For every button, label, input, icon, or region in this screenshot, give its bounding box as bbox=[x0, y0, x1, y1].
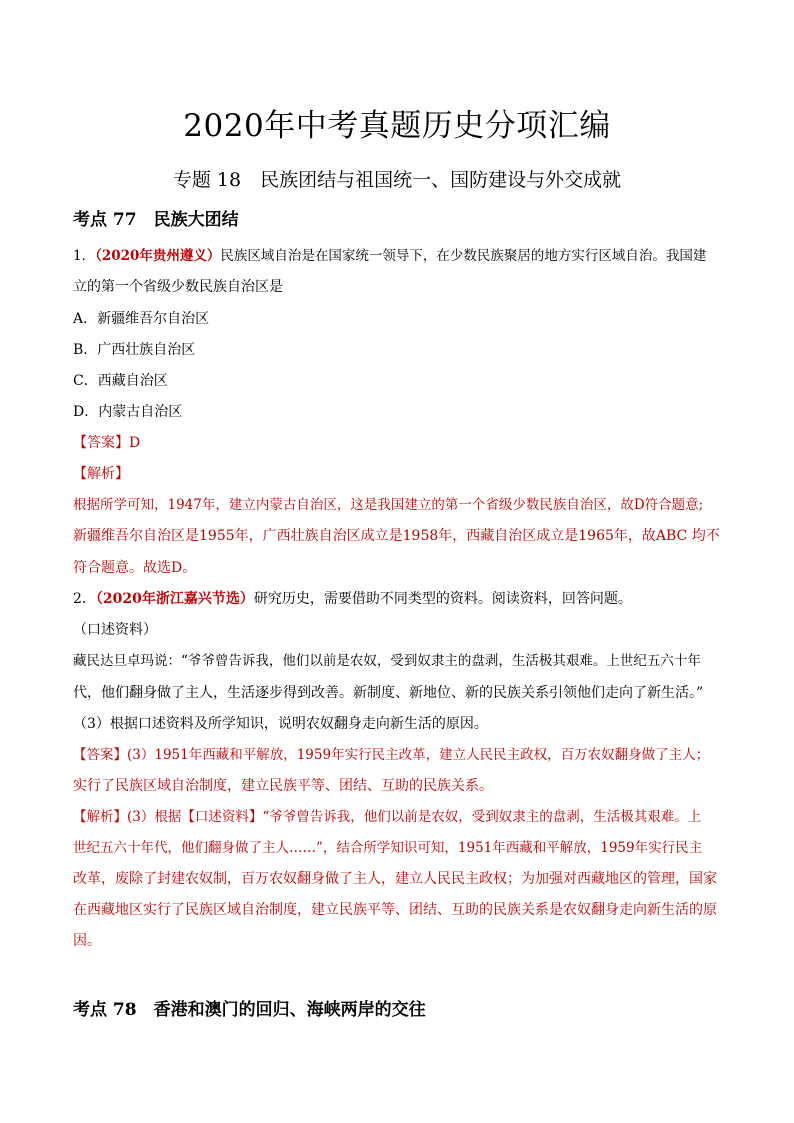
q2-analysis-line: 【解析】(3）根据【口述资料】“爷爷曾告诉我，他们以前是农奴，受到奴隶主的盘剥，生活极其艰难。上 bbox=[73, 809, 702, 825]
page-title: 2020年中考真题历史分项汇编 bbox=[183, 108, 611, 144]
q2-material-line: 藏民达旦卓玛说：“爷爷曾告诉我，他们以前是农奴，受到奴隶主的盘剥，生活极其艰难。上世纪五六十年 bbox=[73, 653, 701, 669]
q1-answer bbox=[73, 432, 723, 454]
q2-analysis-line: 世纪五六十年代，他们翻身做了主人……”，结合所学知识可知，1951年西藏和平解放，1959年实行民主 bbox=[73, 840, 703, 856]
q2-answer-line: 【答案】(3）1951年西藏和平解放，1959年实行民主改革，建立人民民主政权，百万农奴翻身做了主人； bbox=[73, 747, 710, 763]
q1-analysis-line: 新疆维吾尔自治区是1955年，广西壮族自治区成立是1958年，西藏自治区成立是1965年，故ABC 均不 bbox=[73, 528, 720, 544]
q1-stem-line bbox=[73, 245, 723, 267]
q2-analysis-line: 在西藏地区实行了民族区域自治制度，建立民族平等、团结、互助的民族关系是农奴翻身走向新生活的原 bbox=[73, 902, 717, 918]
q2-analysis-line: 因。 bbox=[73, 933, 101, 949]
page-subtitle: 专题 18 民族团结与祖国统一、国防建设与外交成就 bbox=[172, 169, 622, 191]
q2-source: （2020年浙江嘉兴节选） bbox=[95, 591, 254, 607]
q2-sub-question: （3）根据口述资料及所学知识，说明农奴翻身走向新生活的原因。 bbox=[73, 716, 488, 732]
q1-option-b: B．广西壮族自治区 bbox=[73, 342, 196, 358]
q1-stem-text: 民族区域自治是在国家统一领导下，在少数民族聚居的地方实行区域自治。我国建 bbox=[220, 248, 707, 264]
q2-analysis-line: 改革，废除了封建农奴制，百万农奴翻身做了主人，建立人民民主政权；为加强对西藏地区的管理，国家 bbox=[73, 871, 717, 887]
q1-analysis-line: 符合题意。故选D。 bbox=[73, 560, 197, 576]
q1-answer-label: 【答案】 bbox=[73, 435, 129, 451]
q1-option-a: A．新疆维吾尔自治区 bbox=[73, 311, 210, 327]
section-heading-77: 考点 77 民族大团结 bbox=[73, 210, 239, 230]
q1-answer-value: D bbox=[129, 435, 141, 451]
q2-stem-text: 研究历史，需要借助不同类型的资料。阅读资料，回答问题。 bbox=[253, 591, 632, 607]
q1-stem-line-2: 立的第一个省级少数民族自治区是 bbox=[73, 279, 283, 295]
q2-material-label: （口述资料） bbox=[73, 622, 157, 638]
q1-option-c: C．西藏自治区 bbox=[73, 373, 168, 389]
q1-analysis-line: 根据所学可知，1947年，建立内蒙古自治区，这是我国建立的第一个省级少数民族自治区，故D符合题意; bbox=[73, 497, 704, 513]
q2-material-line: 代，他们翻身做了主人，生活逐步得到改善。新制度、新地位、新的民族关系引领他们走向了新生活。” bbox=[73, 685, 704, 701]
q1-number: 1． bbox=[73, 248, 96, 264]
q2-stem-line bbox=[73, 588, 723, 610]
q1-source: （2020年贵州遵义） bbox=[95, 248, 221, 264]
q1-analysis-label: 【解析】 bbox=[73, 466, 129, 482]
q2-number: 2． bbox=[73, 591, 96, 607]
q2-answer-line: 实行了民族区域自治制度，建立民族平等、团结、互助的民族关系。 bbox=[73, 778, 493, 794]
q1-option-d: D．内蒙古自治区 bbox=[73, 404, 183, 420]
section-heading-78: 考点 78 香港和澳门的回归、海峡两岸的交往 bbox=[73, 1000, 426, 1020]
